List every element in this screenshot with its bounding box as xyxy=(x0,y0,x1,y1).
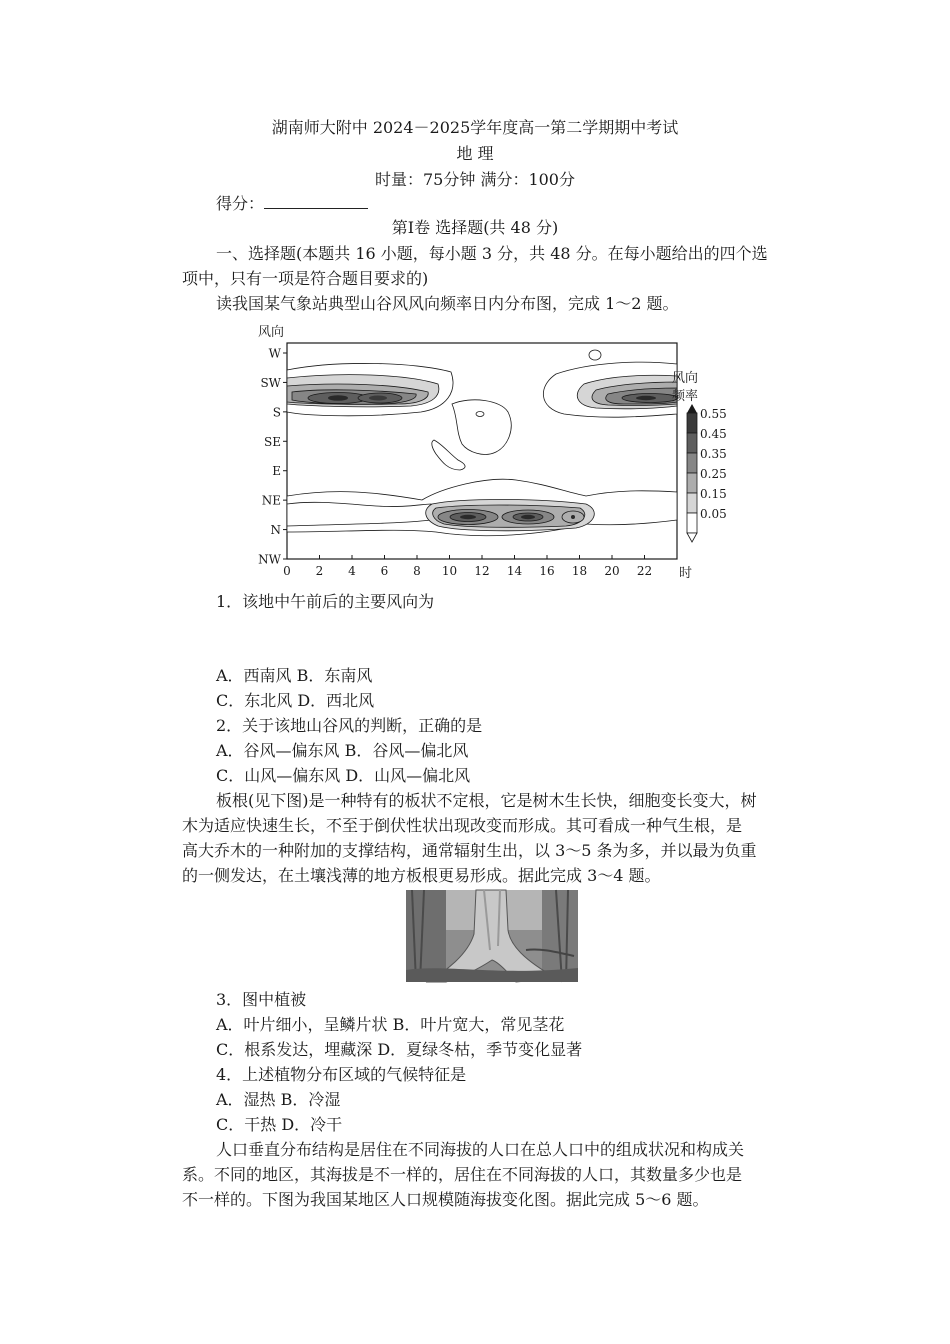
section-instruction-1: 一、选择题(本题共 16 小题，每小题 3 分，共 48 分。在每小题给出的四个选 xyxy=(216,244,768,263)
passage2-line2: 木为适应快速生长，不至于倒伏性状出现改变而形成。其可看成一种气生根，是 xyxy=(182,816,743,835)
x-tick-label: 20 xyxy=(604,564,620,578)
passage3-line3: 不一样的。下图为我国某地区人口规模随海拔变化图。据此完成 5～6 题。 xyxy=(182,1190,709,1209)
q1-options-row1: A．西南风 B．东南风 xyxy=(216,666,373,685)
legend-swatch xyxy=(687,453,697,473)
subject-title: 地 理 xyxy=(456,144,494,163)
x-tick-label: 2 xyxy=(315,564,324,578)
exam-title: 湖南师大附中 2024－2025学年度高一第二学期期中考试 xyxy=(271,118,679,137)
x-tick-label: 16 xyxy=(539,564,555,578)
x-tick-label: 8 xyxy=(413,564,421,578)
y-tick-label: E xyxy=(272,464,281,479)
legend-level-label: 0.25 xyxy=(700,467,727,481)
legend-arrow-down xyxy=(687,533,697,542)
legend-swatch xyxy=(687,473,697,493)
q4-stem: 4．上述植物分布区域的气候特征是 xyxy=(216,1065,467,1084)
x-tick-label: 0 xyxy=(283,564,291,578)
x-tick-label: 12 xyxy=(474,564,490,578)
q3-options-row1: A．叶片细小，呈鳞片状 B．叶片宽大，常见茎花 xyxy=(216,1015,565,1034)
legend-swatch xyxy=(687,513,697,533)
passage3-line1: 人口垂直分布结构是居住在不同海拔的人口在总人口中的组成状况和构成关 xyxy=(216,1140,745,1159)
y-tick-label: SW xyxy=(260,375,281,390)
passage2-line4: 的一侧发达，在土壤浅薄的地方板根更易形成。据此完成 3～4 题。 xyxy=(182,866,661,885)
legend-level-label: 0.05 xyxy=(700,507,727,521)
q2-stem: 2．关于该地山谷风的判断，正确的是 xyxy=(216,716,483,735)
x-axis-unit: 时 xyxy=(679,566,693,581)
score-label: 得分： xyxy=(216,194,265,213)
y-tick-label: N xyxy=(270,523,281,538)
y-tick-label: NW xyxy=(258,552,281,567)
legend-level-label: 0.45 xyxy=(700,427,727,441)
x-tick-label: 18 xyxy=(571,564,588,578)
legend-arrow-up xyxy=(687,404,697,413)
x-tick-label: 22 xyxy=(636,564,653,578)
q4-options-row2: C．干热 D．冷干 xyxy=(216,1115,343,1134)
legend-level-label: 0.15 xyxy=(700,487,727,501)
passage2-line3: 高大乔木的一种附加的支撑结构，通常辐射生出，以 3～5 条为多，并以最为负重 xyxy=(182,841,757,860)
x-tick-label: 4 xyxy=(348,564,356,578)
legend-title-1: 风向 xyxy=(671,371,698,386)
score-blank xyxy=(264,194,368,209)
sw-band-left xyxy=(287,363,453,415)
q1-options-row2: C．东北风 D．西北风 xyxy=(216,691,375,710)
x-tick-label: 14 xyxy=(506,564,523,578)
x-tick-label: 6 xyxy=(380,564,389,578)
q2-options-row1: A．谷风—偏东风 B．谷风—偏北风 xyxy=(216,741,469,760)
section-title: 第Ⅰ卷 选择题(共 48 分) xyxy=(391,218,559,237)
legend-level-label: 0.35 xyxy=(700,447,727,461)
section-instruction-2: 项中，只有一项是符合题目要求的) xyxy=(182,269,429,288)
q2-options-row2: C．山风—偏东风 D．山风—偏北风 xyxy=(216,766,471,785)
time-score: 时量：75分钟 满分：100分 xyxy=(375,170,575,189)
legend-swatch xyxy=(687,433,697,453)
y-axis-label: 风向 xyxy=(258,325,285,340)
buttress-root-photo xyxy=(406,890,578,982)
intro-chart: 读我国某气象站典型山谷风风向频率日内分布图，完成 1～2 题。 xyxy=(216,294,679,313)
passage2-line1: 板根(见下图)是一种特有的板状不定根，它是树木生长快，细胞变长变大，树 xyxy=(216,791,757,810)
chart-legend xyxy=(672,371,727,542)
y-tick-label: SE xyxy=(264,434,281,449)
q4-options-row1: A．湿热 B．冷湿 xyxy=(216,1090,341,1109)
contour-islet xyxy=(589,350,601,360)
y-tick-label: NE xyxy=(261,493,281,508)
y-tick-group xyxy=(258,347,287,567)
q3-stem: 3．图中植被 xyxy=(216,990,307,1009)
y-tick-label: S xyxy=(272,405,281,420)
legend-level-label: 0.55 xyxy=(700,407,727,421)
q1-stem: 1．该地中午前后的主要风向为 xyxy=(216,592,435,611)
legend-swatch xyxy=(687,493,697,513)
x-tick-label: 10 xyxy=(441,564,458,578)
score-field xyxy=(216,194,368,214)
passage3-line2: 系。不同的地区，其海拔是不一样的，居住在不同海拔的人口，其数量多少也是 xyxy=(182,1165,743,1184)
legend-title-2: 频率 xyxy=(671,389,698,404)
y-tick-label: W xyxy=(268,346,281,361)
legend-swatch xyxy=(687,413,697,433)
wind-frequency-chart xyxy=(246,320,727,582)
q3-options-row2: C．根系发达，埋藏深 D．夏绿冬枯，季节变化显著 xyxy=(216,1040,583,1059)
